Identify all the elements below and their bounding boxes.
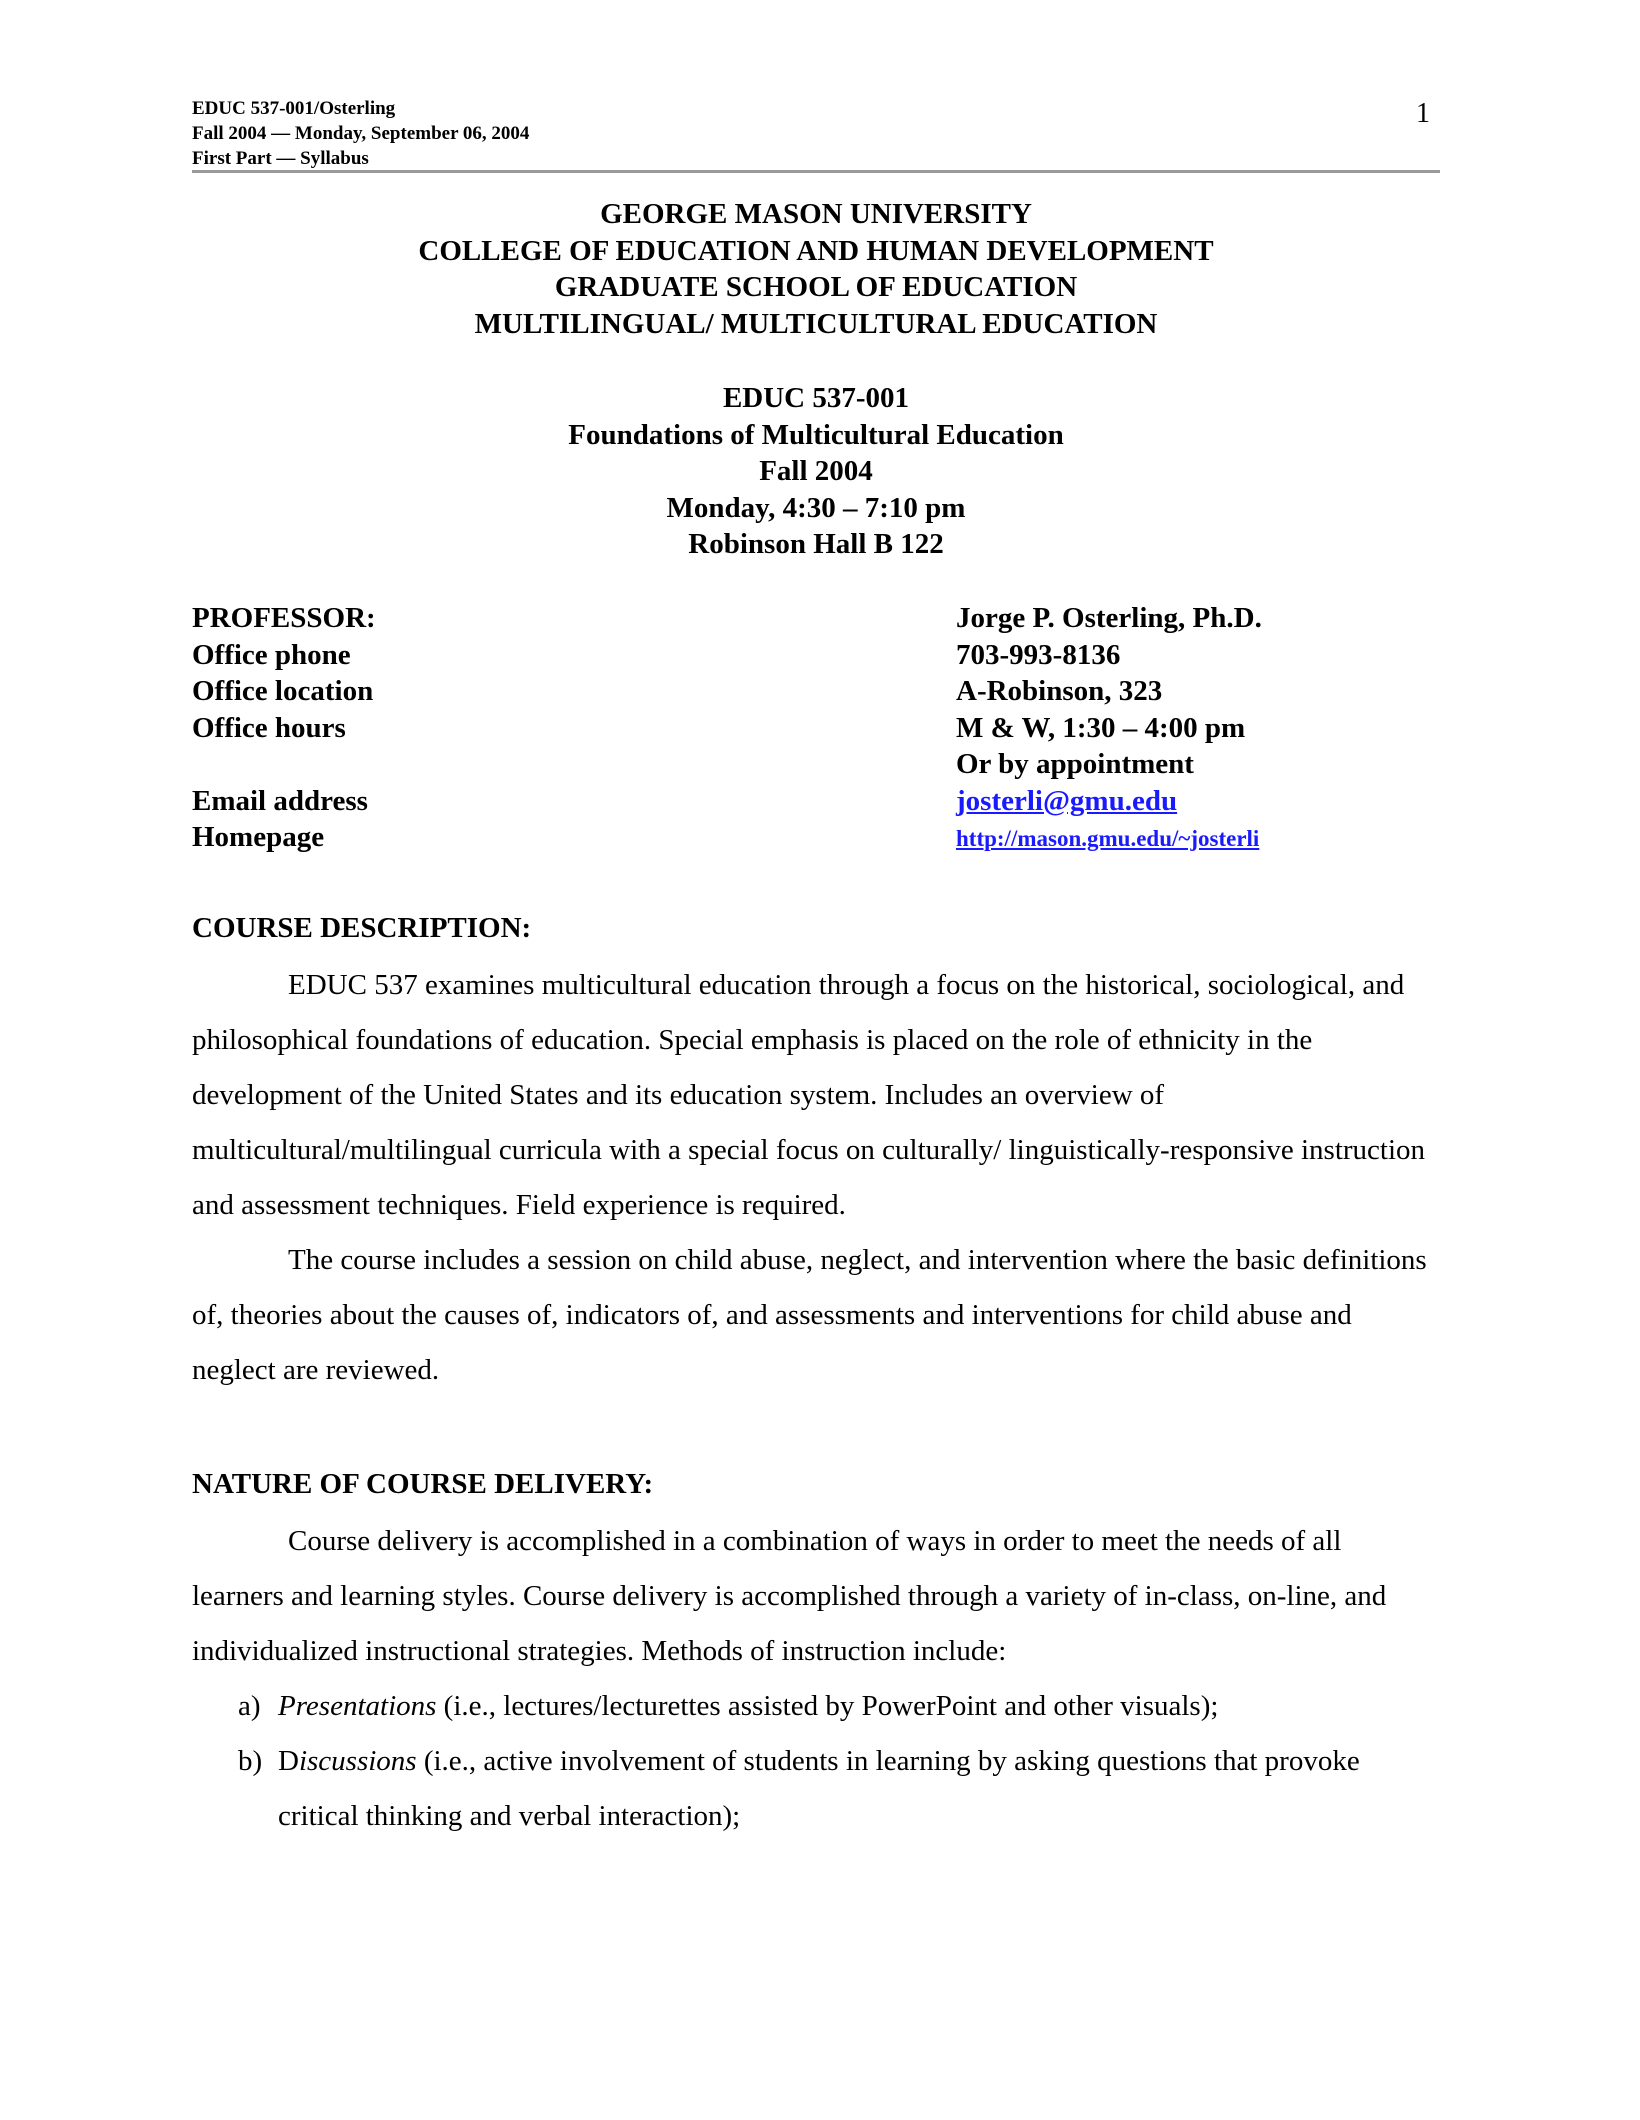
course-delivery-heading: NATURE OF COURSE DELIVERY: <box>192 1468 654 1500</box>
professor-info <box>192 600 1440 856</box>
college-name: COLLEGE OF EDUCATION AND HUMAN DEVELOPMENT <box>418 234 1214 267</box>
method-text: (i.e., lectures/lecturettes assisted by PowerPoint and other visuals); <box>436 1690 1219 1722</box>
method-term: Presentations <box>278 1690 437 1722</box>
running-header <box>192 96 1440 173</box>
course-room: Robinson Hall B 122 <box>688 528 944 560</box>
homepage-label: Homepage <box>192 821 325 853</box>
email-label: Email address <box>192 784 368 817</box>
course-description-heading: COURSE DESCRIPTION: <box>192 912 532 944</box>
program-name: MULTILINGUAL/ MULTICULTURAL EDUCATION <box>474 307 1158 340</box>
method-text: (i.e., active involvement of students in learning by asking questions that provoke critical thinking and verbal interaction); <box>278 1745 1360 1832</box>
instruction-methods-list <box>238 1679 1440 1844</box>
info-row-location <box>192 673 1440 710</box>
hours-label: Office hours <box>192 711 346 744</box>
info-row-phone <box>192 637 1440 674</box>
header-part: First Part — Syllabus <box>192 148 369 169</box>
course-delivery-para1: Course delivery is accomplished in a combination of ways in order to meet the needs of all learners and learning styles. Course delivery is accomplished through a variety of in-class, on-line, and individualized instructional strategies. Methods of instruction include: <box>192 1525 1387 1667</box>
location-label: Office location <box>192 675 374 707</box>
institution-title <box>192 196 1440 342</box>
hours-extra: Or by appointment <box>956 748 1194 780</box>
phone-label: Office phone <box>192 638 351 671</box>
professor-label: PROFESSOR: <box>192 602 376 634</box>
info-row-hours <box>192 710 1440 747</box>
info-row-hours-extra <box>192 746 1440 783</box>
list-item <box>238 1679 1440 1734</box>
course-description-para1: EDUC 537 examines multicultural education through a focus on the historical, sociological, and philosophical foundations of education. Special emphasis is placed on the role of ethnicity in the development of the United States and its education system. Includes an overview of multicultural/multilingual curricula with a special focus on culturally/ linguistically-responsive instruction and assessment techniques. Field experience is required. <box>192 969 1426 1221</box>
method-term-prefix: D <box>278 1745 299 1777</box>
header-date: Fall 2004 — Monday, September 06, 2004 <box>192 123 530 144</box>
email-link[interactable]: josterli@gmu.edu <box>956 784 1178 817</box>
course-name: Foundations of Multicultural Education <box>568 418 1064 451</box>
info-row-homepage <box>192 819 1440 856</box>
course-code: EDUC 537-001 <box>722 382 910 414</box>
course-description-para2: The course includes a session on child abuse, neglect, and intervention where the basic definitions of, theories about the causes of, indicators of, and assessments and interventions for child abuse and neglect are reviewed. <box>192 1244 1427 1386</box>
list-item <box>238 1734 1440 1844</box>
professor-name: Jorge P. Osterling, Ph.D. <box>956 602 1262 634</box>
course-time: Monday, 4:30 – 7:10 pm <box>666 491 966 524</box>
homepage-link[interactable]: http://mason.gmu.edu/~josterli <box>956 826 1260 851</box>
hours-value: M & W, 1:30 – 4:00 pm <box>956 711 1246 744</box>
info-row-professor <box>192 600 1440 637</box>
course-title <box>192 380 1440 563</box>
course-term: Fall 2004 <box>759 455 873 487</box>
page-number: 1 <box>1416 98 1430 129</box>
location-value: A-Robinson, 323 <box>956 675 1163 707</box>
phone-value: 703-993-8136 <box>956 638 1121 671</box>
list-marker: b) <box>238 1745 263 1777</box>
method-term: iscussions <box>298 1745 417 1777</box>
header-course: EDUC 537-001/Osterling <box>192 98 396 119</box>
school-name: GRADUATE SCHOOL OF EDUCATION <box>554 271 1078 303</box>
info-row-email <box>192 783 1440 820</box>
university-name: GEORGE MASON UNIVERSITY <box>600 198 1032 230</box>
list-marker: a) <box>238 1690 261 1722</box>
